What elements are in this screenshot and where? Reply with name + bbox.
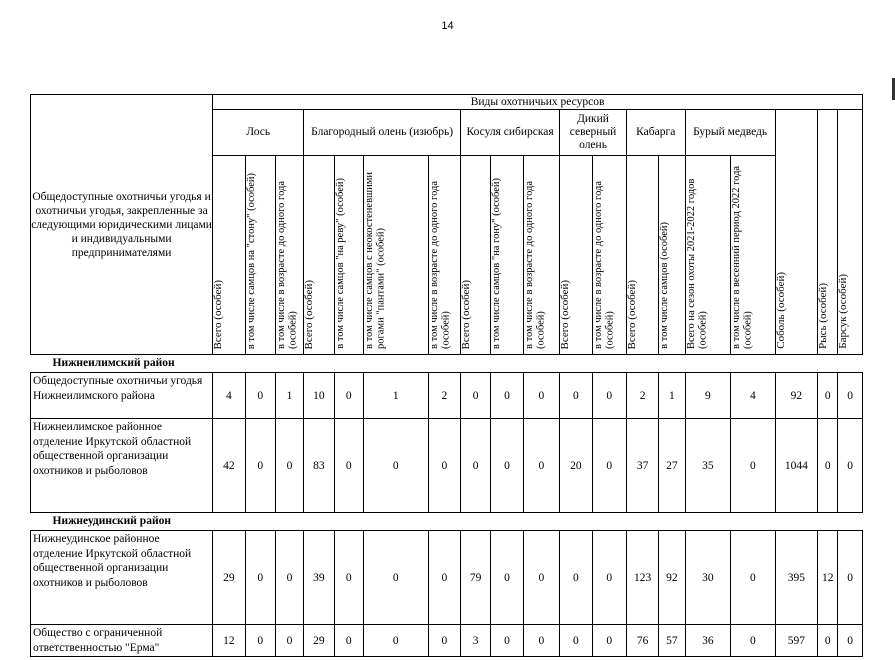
value-cell: 10 xyxy=(304,373,334,419)
value-cell: 0 xyxy=(275,531,303,625)
value-cell: 0 xyxy=(818,625,838,657)
col-header-los-young: в том числе в возрасте до одного года (особей) xyxy=(275,156,303,355)
org-name-cell: Общедоступные охотничьи угодья Нижнеилимского района xyxy=(31,373,213,419)
value-cell: 0 xyxy=(428,625,460,657)
group-header-sev-olen: Дикий северный олень xyxy=(560,110,627,156)
value-cell: 92 xyxy=(659,531,685,625)
value-cell: 92 xyxy=(775,373,818,419)
value-cell: 4 xyxy=(213,373,245,419)
value-cell: 0 xyxy=(334,373,363,419)
value-cell: 123 xyxy=(626,531,658,625)
value-cell: 57 xyxy=(659,625,685,657)
value-cell: 0 xyxy=(560,625,592,657)
group-header-olen: Благородный олень (изюбрь) xyxy=(304,110,461,156)
value-cell: 0 xyxy=(491,531,523,625)
value-cell: 29 xyxy=(213,531,245,625)
table-row xyxy=(31,373,863,419)
value-cell: 0 xyxy=(363,625,428,657)
top-header: Виды охотничьих ресурсов xyxy=(213,95,863,110)
group-header-kosulya: Косуля сибирская xyxy=(461,110,560,156)
table-body xyxy=(31,355,863,657)
value-cell: 39 xyxy=(304,531,334,625)
col-header-olen-males: в том числе самцов "на реву" (особей) xyxy=(334,156,363,355)
value-cell: 4 xyxy=(731,373,776,419)
value-cell: 29 xyxy=(304,625,334,657)
value-cell: 0 xyxy=(428,419,460,513)
value-cell: 0 xyxy=(818,419,838,513)
value-cell: 12 xyxy=(818,531,838,625)
value-cell: 0 xyxy=(491,373,523,419)
row-header-cell: Общедоступные охотничьи угодья и охотничьи угодья, закрепленные за следующими юридическими лицами и индивидуальными предпринимателями xyxy=(31,95,213,355)
value-cell: 0 xyxy=(838,419,863,513)
value-cell: 0 xyxy=(461,419,491,513)
value-cell: 1 xyxy=(659,373,685,419)
value-cell: 0 xyxy=(592,373,626,419)
district-row xyxy=(31,513,863,531)
value-cell: 0 xyxy=(838,531,863,625)
group-header-los: Лось xyxy=(213,110,304,156)
col-header-olen-young: в том числе в возрасте до одного года (особей) xyxy=(428,156,460,355)
group-header-kabarga: Кабарга xyxy=(626,110,685,156)
district-name: Нижнеилимский район xyxy=(52,357,175,369)
value-cell: 0 xyxy=(275,625,303,657)
value-cell: 9 xyxy=(685,373,731,419)
value-cell: 0 xyxy=(838,625,863,657)
col-header-sobol: Соболь (особей) xyxy=(775,110,818,355)
value-cell: 0 xyxy=(523,419,559,513)
table-row xyxy=(31,419,863,513)
value-cell: 1 xyxy=(275,373,303,419)
value-cell: 0 xyxy=(491,419,523,513)
col-header-kab-males: в том числе самцов (особей) xyxy=(659,156,685,355)
district-row xyxy=(31,355,863,373)
value-cell: 35 xyxy=(685,419,731,513)
value-cell: 0 xyxy=(592,419,626,513)
page-number: 14 xyxy=(441,20,454,32)
value-cell: 2 xyxy=(428,373,460,419)
value-cell: 0 xyxy=(731,419,776,513)
col-header-kos-total: Всего (особей) xyxy=(461,156,491,355)
value-cell: 0 xyxy=(363,419,428,513)
value-cell: 0 xyxy=(275,419,303,513)
col-header-med-season: Всего на сезон охоты 2021-2022 годов (особей) xyxy=(685,156,731,355)
value-cell: 79 xyxy=(461,531,491,625)
value-cell: 3 xyxy=(461,625,491,657)
value-cell: 27 xyxy=(659,419,685,513)
value-cell: 0 xyxy=(838,373,863,419)
col-header-rys: Рысь (особей) xyxy=(818,110,838,355)
value-cell: 0 xyxy=(731,625,776,657)
value-cell: 0 xyxy=(245,531,275,625)
col-header-olen-total: Всего (особей) xyxy=(304,156,334,355)
value-cell: 30 xyxy=(685,531,731,625)
col-header-sev-young: в том числе в возрасте до одного года (особей) xyxy=(592,156,626,355)
value-cell: 0 xyxy=(523,625,559,657)
table-row xyxy=(31,531,863,625)
value-cell: 42 xyxy=(213,419,245,513)
col-header-kab-total: Всего (особей) xyxy=(626,156,658,355)
value-cell: 0 xyxy=(523,373,559,419)
value-cell: 0 xyxy=(523,531,559,625)
value-cell: 2 xyxy=(626,373,658,419)
hunting-resources-table xyxy=(30,94,863,657)
col-header-olen-antlers: в том числе самцов с неокостеневшими рогами "пантами" (особей) xyxy=(363,156,428,355)
col-header-med-spring: в том числе в весенний период 2022 года (особей) xyxy=(731,156,776,355)
value-cell: 0 xyxy=(363,531,428,625)
value-cell: 0 xyxy=(245,419,275,513)
value-cell: 1 xyxy=(363,373,428,419)
value-cell: 0 xyxy=(818,373,838,419)
value-cell: 36 xyxy=(685,625,731,657)
value-cell: 1044 xyxy=(775,419,818,513)
value-cell: 37 xyxy=(626,419,658,513)
col-header-kos-males: в том числе самцов "на гону" (особей) xyxy=(491,156,523,355)
org-name-cell: Нижнеудинское районное отделение Иркутской областной общественной организации охотников и рыболовов xyxy=(31,531,213,625)
value-cell: 597 xyxy=(775,625,818,657)
value-cell: 0 xyxy=(245,373,275,419)
value-cell: 83 xyxy=(304,419,334,513)
col-header-barsuk: Барсук (особей) xyxy=(838,110,863,355)
value-cell: 0 xyxy=(428,531,460,625)
value-cell: 0 xyxy=(334,625,363,657)
group-header-medved: Бурый медведь xyxy=(685,110,775,156)
value-cell: 0 xyxy=(560,373,592,419)
district-name: Нижнеудинский район xyxy=(52,515,171,527)
value-cell: 0 xyxy=(560,531,592,625)
value-cell: 0 xyxy=(334,531,363,625)
org-name-cell: Общество с ограниченной ответственностью "Ерма" xyxy=(31,625,213,657)
value-cell: 12 xyxy=(213,625,245,657)
value-cell: 0 xyxy=(731,531,776,625)
value-cell: 0 xyxy=(592,531,626,625)
value-cell: 0 xyxy=(461,373,491,419)
value-cell: 20 xyxy=(560,419,592,513)
table-row xyxy=(31,625,863,657)
value-cell: 395 xyxy=(775,531,818,625)
col-header-sev-total: Всего (особей) xyxy=(560,156,592,355)
value-cell: 0 xyxy=(334,419,363,513)
org-name-cell: Нижнеилимское районное отделение Иркутской областной общественной организации охотников и рыболовов xyxy=(31,419,213,513)
col-header-los-total: Всего (особей) xyxy=(213,156,245,355)
col-header-los-males: в том числе самцов на "стону" (особей) xyxy=(245,156,275,355)
col-header-kos-young: в том числе в возрасте до одного года (особей) xyxy=(523,156,559,355)
value-cell: 76 xyxy=(626,625,658,657)
value-cell: 0 xyxy=(592,625,626,657)
value-cell: 0 xyxy=(245,625,275,657)
value-cell: 0 xyxy=(491,625,523,657)
